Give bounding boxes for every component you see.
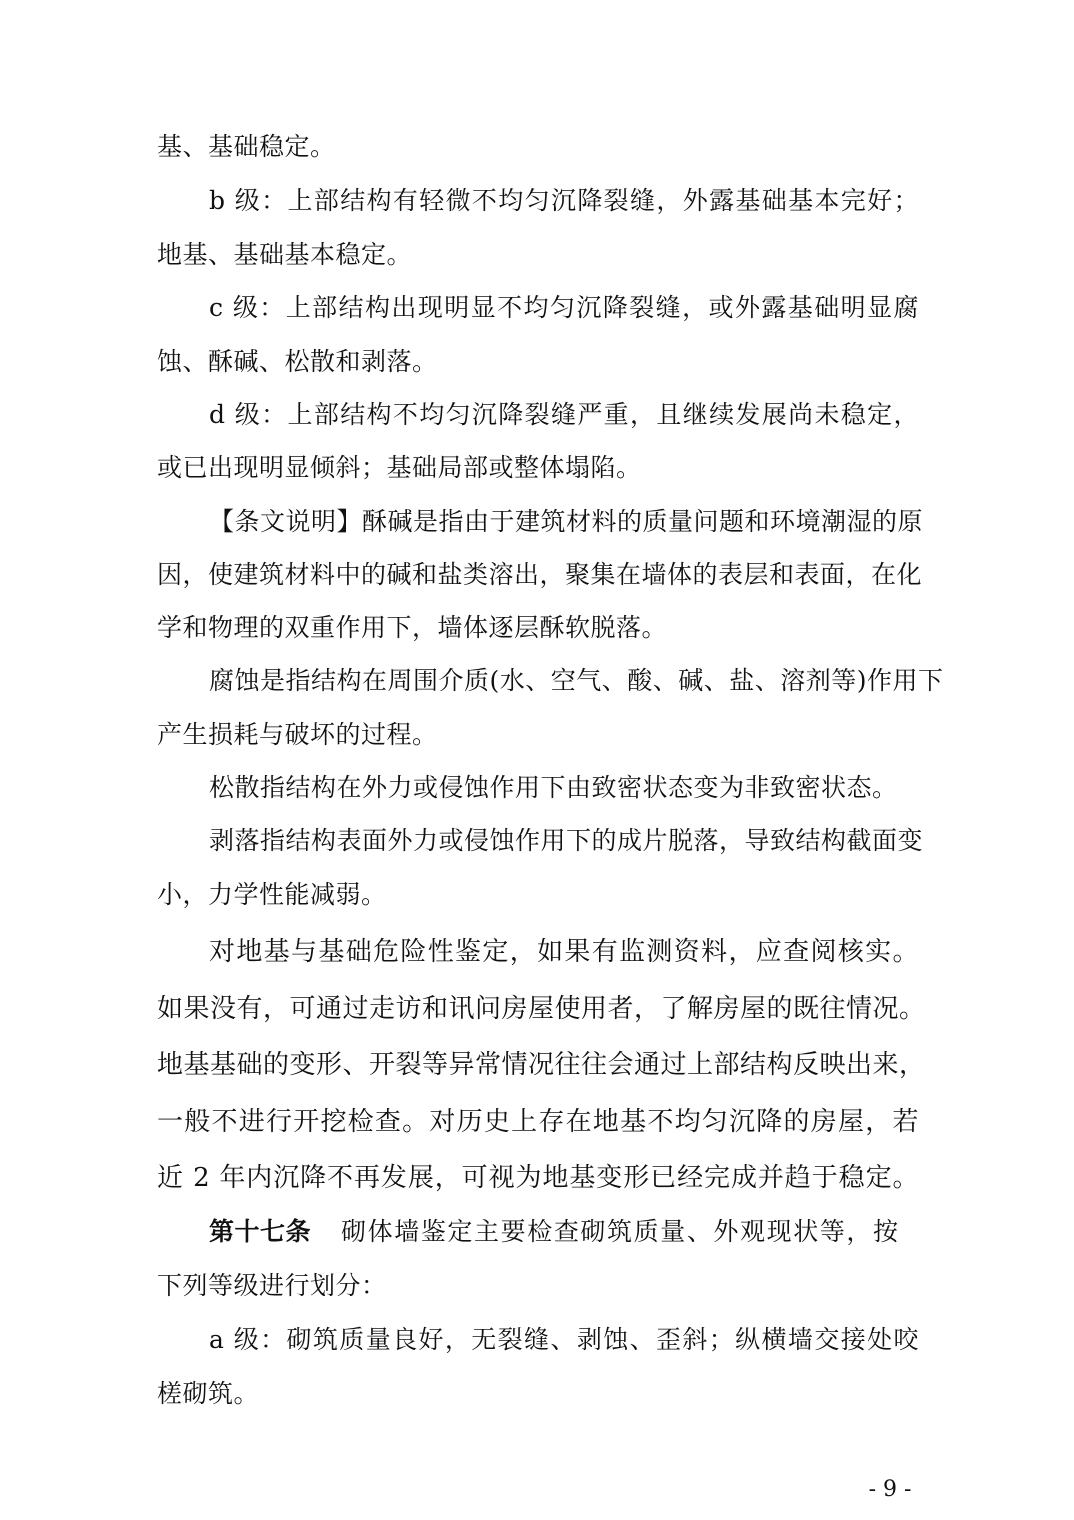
paragraph-line: 或已出现明显倾斜；基础局部或整体塌陷。 xyxy=(157,453,642,482)
page-number: - 9 - xyxy=(868,1477,912,1502)
paragraph-line: 小，力学性能减弱。 xyxy=(157,880,387,909)
paragraph-line: 学和物理的双重作用下，墙体逐层酥软脱落。 xyxy=(157,613,668,642)
article-line xyxy=(209,1215,919,1249)
paragraph-line: d 级：上部结构不均匀沉降裂缝严重，且继续发展尚未稳定， xyxy=(209,400,919,429)
paragraph-line: 松散指结构在外力或侵蚀作用下由致密状态变为非致密状态。 xyxy=(209,773,898,802)
paragraph-line: b 级：上部结构有轻微不均匀沉降裂缝，外露基础基本完好； xyxy=(209,186,919,215)
clause-explanation-line: 【条文说明】酥碱是指由于建筑材料的质量问题和环境潮湿的原 xyxy=(209,507,924,536)
paragraph-line: 腐蚀是指结构在周围介质(水、空气、酸、碱、盐、溶剂等)作用下 xyxy=(209,666,944,695)
article-text: 砌体墙鉴定主要检查砌筑质量、外观现状等，按 xyxy=(341,1217,900,1246)
paragraph-line: 近 2 年内沉降不再发展，可视为地基变形已经完成并趋于稳定。 xyxy=(157,1163,919,1193)
paragraph-line: 对地基与基础危险性鉴定，如果有监测资料，应查阅核实。 xyxy=(209,937,919,967)
paragraph-line: 下列等级进行划分： xyxy=(157,1271,387,1300)
paragraph-line: c 级：上部结构出现明显不均匀沉降裂缝，或外露基础明显腐 xyxy=(209,293,919,322)
paragraph-line: 一般不进行开挖检查。对历史上存在地基不均匀沉降的房屋，若 xyxy=(157,1107,919,1137)
paragraph-line: 产生损耗与破坏的过程。 xyxy=(157,720,438,749)
paragraph-line: 蚀、酥碱、松散和剥落。 xyxy=(157,347,438,376)
paragraph-line: 槎砌筑。 xyxy=(157,1379,260,1408)
paragraph-line: 因，使建筑材料中的碱和盐类溶出，聚集在墙体的表层和表面，在化 xyxy=(157,560,923,589)
paragraph-line: 如果没有，可通过走访和讯问房屋使用者，了解房屋的既往情况。 xyxy=(157,994,926,1024)
paragraph-line: a 级：砌筑质量良好，无裂缝、剥蚀、歪斜；纵横墙交接处咬 xyxy=(209,1325,919,1354)
paragraph-line: 基、基础稳定。 xyxy=(157,132,336,161)
paragraph-line: 地基、基础基本稳定。 xyxy=(157,240,413,269)
article-number: 第十七条 xyxy=(209,1217,312,1246)
paragraph-line: 地基基础的变形、开裂等异常情况往往会通过上部结构反映出来， xyxy=(157,1050,926,1080)
paragraph-line: 剥落指结构表面外力或侵蚀作用下的成片脱落，导致结构截面变 xyxy=(209,826,924,855)
